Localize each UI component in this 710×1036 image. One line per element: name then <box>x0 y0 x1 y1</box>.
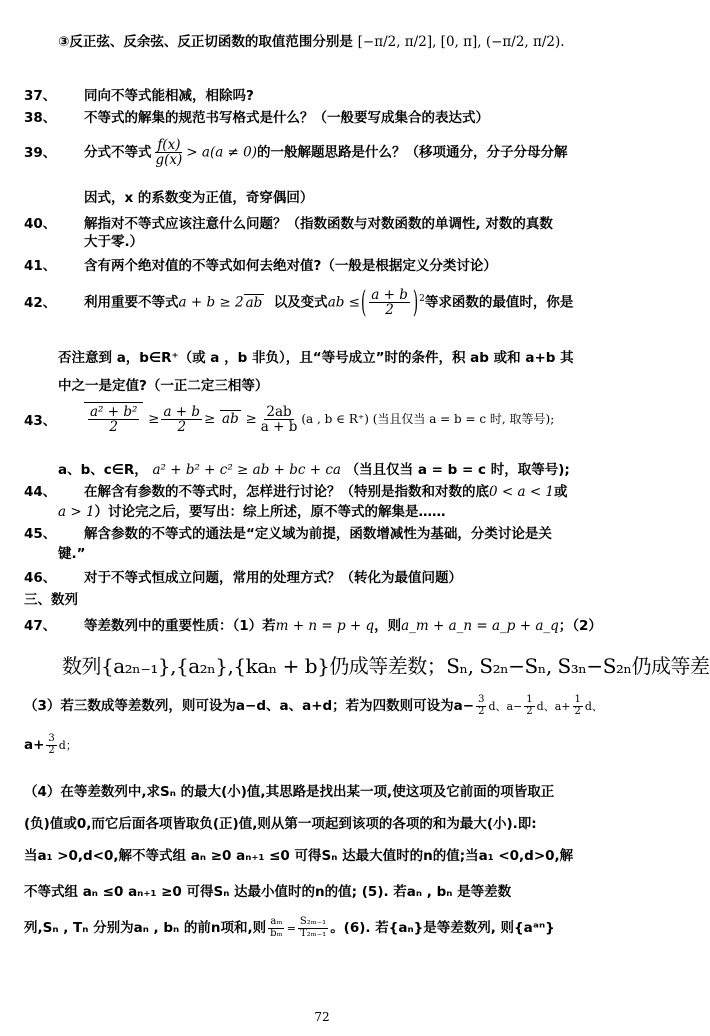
math: a² + b² + c² ≥ ab + bc + ca <box>152 462 341 478</box>
item-text: 不等式组 aₙ ≤0 aₙ₊₁ ≥0 可得Sₙ 达最小值时的n的值; (5). 若aₙ , bₙ 是等差数 <box>24 884 512 900</box>
section-heading <box>24 588 78 608</box>
item-number: 46、 <box>24 570 57 586</box>
item-text: 或 <box>554 484 568 500</box>
fraction <box>573 695 583 717</box>
numerator: S₂ₘ₋₁ <box>299 916 327 927</box>
item-text: 不等式的解集的规范书写格式是什么？（一般要写成集合的表达式） <box>84 110 489 126</box>
item-text-cont: 等求函数的最值时，你是 <box>424 294 574 311</box>
item-43 <box>24 402 554 434</box>
denominator: 2 <box>478 705 485 717</box>
item-number: 47、 <box>24 618 57 634</box>
denominator: T₂ₘ₋₁ <box>299 927 327 939</box>
denominator: 2 <box>109 419 118 436</box>
item-42-cont2 <box>58 374 268 394</box>
numerator: 3 <box>48 733 55 744</box>
math: 0 < a < 1 <box>489 484 555 500</box>
item-text: 中之一是定值?（一正二定三相等） <box>58 378 269 394</box>
text-36: ③反正弦、反余弦、反正切函数的取值范围分别是 <box>58 34 353 50</box>
fraction <box>369 288 410 317</box>
item-text: 当a₁ >0,d<0,解不等式组 aₙ ≥0 aₙ₊₁ ≤0 可得Sₙ 达最大值时的n的值;当a₁ <0,d>0,解 <box>24 848 574 864</box>
item-text: 同向不等式能相减，相除吗? <box>84 88 254 104</box>
item-42-cont1 <box>58 346 574 366</box>
item-38 <box>24 106 489 126</box>
exponent: 2 <box>419 294 425 305</box>
item-47-property-4-cont3 <box>24 880 511 900</box>
fraction <box>476 695 486 717</box>
item-text: 。(6). 若{aₙ}是等差数列, 则{aᵃⁿ} <box>330 920 555 936</box>
item-text: 数列{a₂ₙ₋₁},{a₂ₙ},{kaₙ + b}仍成等差数；Sₙ, S₂ₙ−Sₙ, S₃ₙ−S₂ₙ仍成等差 <box>62 654 710 678</box>
item-text: 解含参数的不等式的通法是“定义域为前提，函数增减性为基础，分类讨论是关 <box>84 526 552 542</box>
item-47-property-3-cont <box>24 734 77 756</box>
page-number: 72 <box>314 1010 330 1024</box>
math: d、a− <box>488 700 523 713</box>
item-text: 解指对不等式应该注意什么问题？（指数函数与对数函数的单调性, 对数的真数 <box>84 216 553 232</box>
denominator: 2 <box>48 744 55 756</box>
item-39 <box>24 138 568 167</box>
sqrt: ab <box>245 294 263 311</box>
denominator: 2 <box>574 705 581 717</box>
denominator: bₘ <box>270 927 283 939</box>
item-37 <box>24 84 254 104</box>
denominator: g(x) <box>155 152 183 169</box>
fraction <box>88 405 139 434</box>
item-text: 分式不等式 <box>84 144 152 161</box>
math: a_m + a_n = a_p + a_q <box>401 618 559 634</box>
math: a > 1 <box>58 504 95 520</box>
item-text: 利用重要不等式 <box>84 294 179 311</box>
item-text: 否注意到 a，b∈R⁺（或 a ，b 非负），且“等号成立”时的条件，积 ab 或和 a+b 其 <box>58 350 574 366</box>
item-47-property-4 <box>24 780 554 800</box>
item-text: 列,Sₙ , Tₙ 分别为aₙ , bₙ 的前n项和,则 <box>24 920 267 936</box>
numerator: 1 <box>574 694 581 705</box>
item-text: a+ <box>24 737 45 753</box>
item-text: 大于零.） <box>84 234 144 250</box>
item-text: （4）在等差数列中,求Sₙ 的最大(小)值,其思路是找出某一项,使这项及它前面的项皆取正 <box>24 784 555 800</box>
fraction <box>524 695 534 717</box>
item-text: 等差数列中的重要性质：（1）若 <box>84 618 276 634</box>
item-text: 含有两个绝对值的不等式如何去绝对值?（一般是根据定义分类讨论） <box>84 258 497 274</box>
denominator: 2 <box>526 705 533 717</box>
item-text: a、b、c∈R， <box>58 462 148 478</box>
math: d、a+ <box>536 700 571 713</box>
item-45-cont <box>58 542 86 562</box>
item-43-cont <box>58 458 570 478</box>
section-title: 三、数列 <box>24 592 78 608</box>
math: > a(a ≠ 0) <box>186 144 258 161</box>
item-41 <box>24 254 497 274</box>
item-text: 对于不等式恒成立问题，常用的处理方式？（转化为最值问题） <box>84 570 462 586</box>
math: m + n = p + q <box>275 618 375 634</box>
item-39-cont <box>84 186 313 206</box>
item-44-cont <box>58 500 446 520</box>
numerator: 3 <box>478 694 485 705</box>
item-number: 42、 <box>24 294 57 311</box>
item-47-property-2 <box>62 650 710 679</box>
item-44 <box>24 480 568 500</box>
item-40-cont <box>84 230 143 250</box>
item-47-property-4-cont1 <box>24 812 537 832</box>
denominator: 2 <box>385 302 394 319</box>
item-number: 45、 <box>24 526 57 542</box>
item-text: 键.” <box>58 546 86 562</box>
left-paren: ( <box>360 285 367 321</box>
numerator: a + b <box>371 287 408 303</box>
item-text: （3）若三数成等差数列，则可设为a−d、a、a+d；若为四数则可设为a− <box>24 698 475 714</box>
numerator: f(x) <box>157 137 181 153</box>
item-47-property-3 <box>24 694 603 717</box>
numerator: aₘ <box>270 916 283 927</box>
denominator: 2 <box>177 418 187 435</box>
item-46 <box>24 566 462 586</box>
math-36: [−π/2, π/2], [0, π], (−π/2, π/2). <box>357 34 565 50</box>
item-number: 41、 <box>24 258 57 274</box>
item-47-property-5 <box>24 916 555 939</box>
item-47-property-4-cont2 <box>24 844 573 864</box>
item-number: 43、 <box>24 413 57 430</box>
item-number: 39、 <box>24 144 57 161</box>
item-text: (a , b ∈ R⁺) (当且仅当 a = b = c 时, 取等号); <box>301 412 555 427</box>
numerator: a + b <box>163 403 201 420</box>
math: ab ≤ <box>327 294 360 311</box>
numerator: 2ab <box>266 403 292 420</box>
fraction <box>298 917 328 939</box>
item-text: ，则 <box>374 618 402 634</box>
math: ≥ <box>245 411 257 428</box>
item-text-cont: 的一般解题思路是什么？（移项通分，分子分母分解 <box>257 144 568 161</box>
fraction <box>46 734 56 756</box>
math: = <box>286 922 296 935</box>
item-text: （当且仅当 a = b = c 时，取等号); <box>345 462 570 478</box>
math: ≥ <box>204 411 216 428</box>
right-paren: ) <box>412 285 419 321</box>
item-47 <box>24 614 602 634</box>
item-text: (负)值或0,而它后面各项皆取负(正)值,则从第一项起到该项的各项的和为最大(小).即: <box>24 816 537 832</box>
item-text: 以及变式 <box>273 294 328 311</box>
item-number: 40、 <box>24 216 57 232</box>
math: d、 <box>584 700 603 713</box>
fraction <box>154 138 185 167</box>
sqrt-fraction <box>84 402 143 434</box>
math: ≥ <box>148 411 160 428</box>
numerator: a² + b² <box>90 404 138 420</box>
fraction <box>268 917 285 939</box>
item-45 <box>24 522 552 542</box>
fraction <box>259 405 300 434</box>
fraction <box>161 405 202 434</box>
sqrt: ab <box>222 411 239 428</box>
item-text: ；（2） <box>558 618 602 634</box>
item-number: 38、 <box>24 110 57 126</box>
numerator: 1 <box>526 694 533 705</box>
item-text: 在解含有参数的不等式时，怎样进行讨论？（特别是指数和对数的底 <box>84 484 489 500</box>
item-42 <box>24 285 574 321</box>
item-40 <box>24 212 553 232</box>
item-text: 因式，x 的系数变为正值，奇穿偶回） <box>84 190 314 206</box>
denominator: a + b <box>260 418 298 435</box>
math: d； <box>58 739 77 752</box>
item-text: ）讨论完之后，要写出：综上所述，原不等式的解集是…… <box>94 504 446 520</box>
math: a + b ≥ 2 <box>178 294 244 311</box>
line-36 <box>58 30 565 50</box>
item-number: 44、 <box>24 484 57 500</box>
item-number: 37、 <box>24 88 57 104</box>
